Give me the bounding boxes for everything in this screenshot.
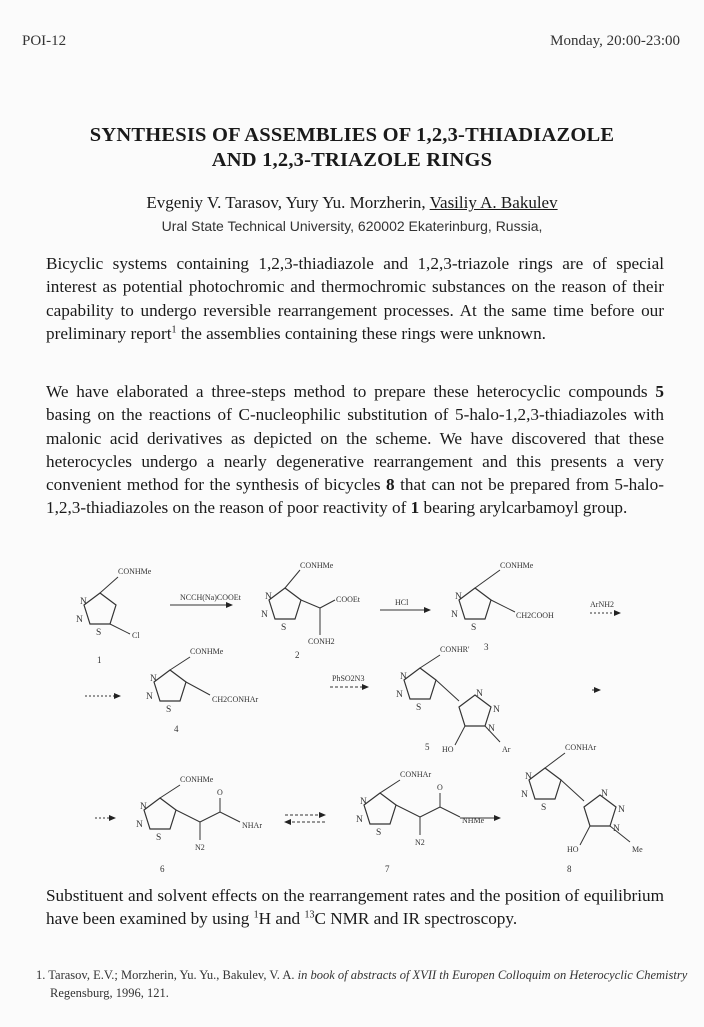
atom-n: N — [613, 824, 620, 834]
paragraph-1 — [46, 252, 664, 345]
triazole-ring-8 — [584, 795, 616, 826]
substituent: CH2COOH — [516, 611, 554, 620]
substituent: Ar — [502, 745, 511, 754]
substituent: N2 — [195, 843, 205, 852]
paragraph-3 — [46, 884, 664, 931]
p3-text-a: Substituent and solvent effects on the rearrangement rates and the position of equilibrium have been examined by using — [46, 886, 664, 929]
isotope-13: 13 — [304, 909, 315, 921]
atom-n: N — [140, 802, 147, 812]
reagent-label: HCl — [395, 598, 409, 607]
footnote-number: 1. — [36, 968, 46, 982]
atom-n: N — [265, 592, 272, 602]
substituent: NHMe — [462, 816, 485, 825]
atom-n: N — [150, 674, 157, 684]
substituent: CONHMe — [118, 567, 152, 576]
compound-ref-5: 5 — [655, 382, 664, 401]
footnote-authors: Tarasov, E.V.; Morzherin, Yu. Yu., Bakulev, V. A. — [48, 968, 295, 982]
reagent-label: PhSO2N3 — [332, 674, 365, 683]
thiadiazole-ring-8 — [529, 768, 561, 799]
thiadiazole-ring-3 — [459, 588, 491, 619]
atom-n: N — [136, 820, 143, 830]
substituent: O — [217, 788, 223, 797]
p2-text-d: bearing arylcarbamoyl group. — [419, 498, 628, 518]
compound-number-7: 7 — [385, 864, 390, 874]
substituent: CONHMe — [300, 561, 334, 570]
substituent: Me — [632, 845, 643, 854]
reaction-scheme — [0, 560, 704, 885]
substituent: CONH2 — [308, 637, 335, 646]
p3-text-c: C NMR and IR spectroscopy. — [314, 909, 518, 929]
atom-s: S — [96, 628, 102, 638]
substituent: CONHR' — [440, 645, 470, 654]
authors-list: Evgeniy V. Tarasov, Yury Yu. Morzherin, — [146, 193, 430, 212]
substituent: HO — [442, 745, 454, 754]
substituent: HO — [567, 845, 579, 854]
authors — [0, 193, 704, 213]
compound-number-4: 4 — [174, 724, 179, 734]
p2-text-a: We have elaborated a three-steps method to prepare these heterocyclic compounds — [46, 382, 656, 401]
compound-number-8: 8 — [567, 864, 572, 874]
p1-text: Bicyclic systems containing 1,2,3-thiadiazole and 1,2,3-triazole rings are of special interest as potential photochromic and thermochromic substances on the reason of their capability to undergo reversible rearrangement processes. At the same time before our preliminary report — [46, 254, 664, 343]
compound-number-1: 1 — [97, 655, 102, 665]
substituent: N2 — [415, 838, 425, 847]
atom-n: N — [360, 797, 367, 807]
atom-n: N — [476, 689, 483, 699]
thiadiazole-ring-5 — [404, 668, 436, 699]
atom-n: N — [146, 692, 153, 702]
title-line-1: SYNTHESIS OF ASSEMBLIES OF 1,2,3-THIADIAZOLE — [89, 124, 615, 146]
atom-n: N — [521, 790, 528, 800]
compound-number-5: 5 — [425, 742, 430, 752]
substituent: CONHMe — [180, 775, 214, 784]
atom-n: N — [261, 610, 268, 620]
presenting-author: Vasiliy A. Bakulev — [429, 193, 558, 212]
substituent: COOEt — [336, 595, 360, 604]
reference-mark: 1 — [171, 324, 177, 336]
session-code: POI-12 — [22, 33, 67, 49]
isotope-1: 1 — [253, 909, 259, 921]
compound-ref-8: 8 — [386, 475, 395, 495]
thiadiazole-ring-1 — [84, 593, 116, 624]
paragraph-2 — [46, 380, 664, 520]
atom-n: N — [455, 592, 462, 602]
substituent: NHAr — [242, 821, 262, 830]
atom-n: N — [493, 705, 500, 715]
substituent: CONHMe — [190, 647, 224, 656]
atom-s: S — [281, 623, 287, 633]
substituent: CONHAr — [400, 770, 432, 779]
p3-text-b: H and — [258, 909, 305, 929]
reagent-label: NCCH(Na)COOEt — [180, 593, 241, 602]
atom-s: S — [156, 833, 162, 843]
compound-ref-1: 1 — [410, 498, 420, 518]
atom-s: S — [541, 803, 547, 813]
substituent: O — [437, 783, 443, 792]
substituent: CH2CONHAr — [212, 695, 259, 704]
atom-s: S — [166, 705, 172, 715]
atom-n: N — [525, 772, 532, 782]
atom-n: N — [80, 597, 87, 607]
atom-n: N — [356, 815, 363, 825]
atom-s: S — [376, 828, 382, 838]
affiliation: Ural State Technical University, 620002 Ekaterinburg, Russia, — [161, 218, 543, 234]
thiadiazole-ring-7 — [364, 793, 396, 824]
atom-n: N — [488, 724, 495, 734]
atom-n: N — [400, 672, 407, 682]
thiadiazole-ring-6 — [144, 798, 176, 829]
atom-n: N — [396, 690, 403, 700]
p1-text-end: the assemblies containing these rings were unknown. — [176, 323, 546, 343]
atom-n: N — [618, 805, 625, 815]
footnote — [24, 966, 704, 1002]
session-time: Monday, 20:00-23:00 — [550, 33, 680, 49]
substituent: Cl — [132, 631, 140, 640]
compound-number-6: 6 — [160, 864, 165, 874]
substituent: CONHMe — [500, 561, 534, 570]
atom-s: S — [471, 623, 477, 633]
atom-n: N — [451, 610, 458, 620]
atom-s: S — [416, 703, 422, 713]
title-line-2: AND 1,2,3-TRIAZOLE RINGS — [211, 149, 493, 171]
thiadiazole-ring-4 — [154, 670, 186, 701]
reagent-label: ArNH2 — [590, 600, 614, 609]
substituent: CONHAr — [565, 743, 597, 752]
footnote-location: Regensburg, 1996, 121. — [50, 986, 169, 1000]
thiadiazole-ring-2 — [269, 588, 301, 619]
triazole-ring-5 — [459, 695, 491, 726]
footnote-source: in book of abstracts of XVII th Europen Colloquim on Heterocyclic Chemistry — [297, 968, 688, 982]
p2-text-b: basing on the reactions of C-nucleophilic substitution of 5-halo-1,2,3-thiadiazoles with malonic acid derivatives as depicted on the scheme. We have discovered that these heterocycles undergo a nearly degenerative rearrangement and this presents a very convenient method for the synthesis of bicycles — [46, 405, 664, 495]
p2-text-c: that can not be prepared from 5-halo-1,2,3-thiadiazoles on the reason of poor reactivity of — [46, 475, 664, 518]
atom-n: N — [76, 615, 83, 625]
compound-number-2: 2 — [295, 650, 300, 660]
atom-n: N — [601, 789, 608, 799]
compound-number-3: 3 — [484, 642, 489, 652]
